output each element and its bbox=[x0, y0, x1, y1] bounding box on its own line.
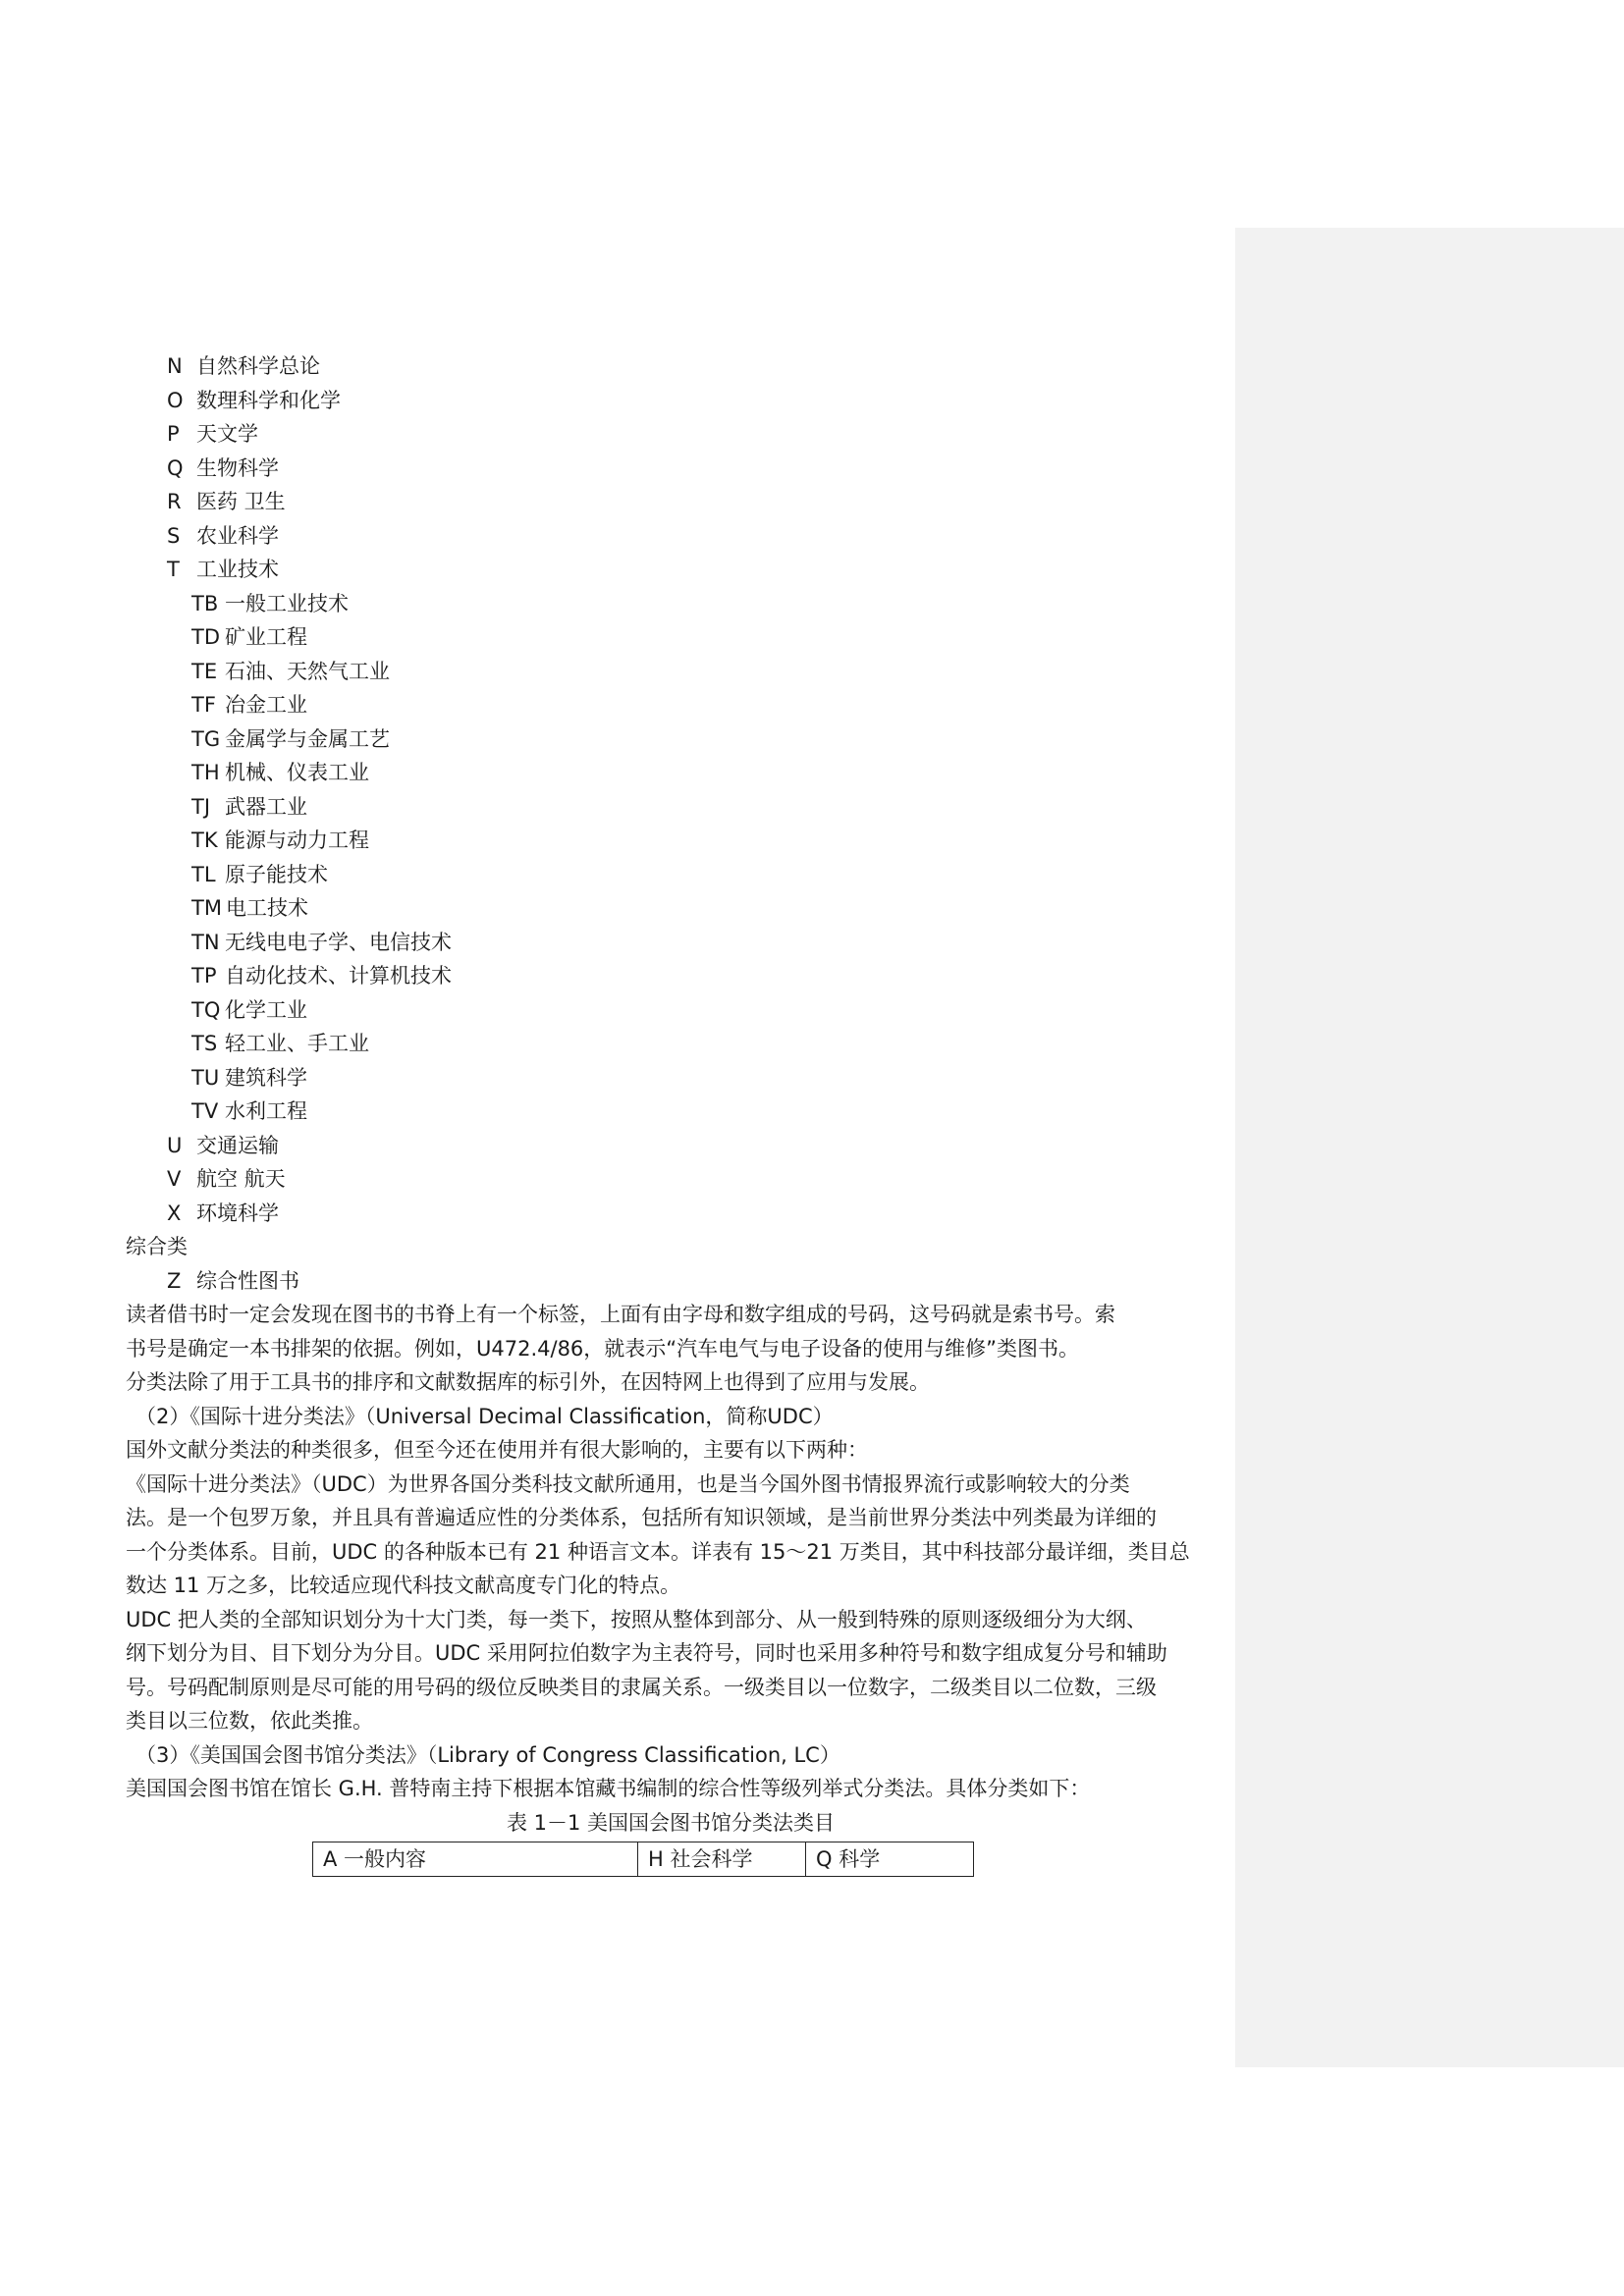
subclass-item: TK 能源与动力工程 bbox=[191, 828, 369, 852]
paragraph-foreign: 国外文献分类法的种类很多，但至今还在使用并有很大影响的，主要有以下两种： bbox=[126, 1438, 868, 1462]
table-cell: H 社会科学 bbox=[638, 1842, 806, 1877]
subclass-item: TB 一般工业技术 bbox=[191, 591, 349, 615]
paragraph-internet: 分类法除了用于工具书的排序和文献数据库的标引外，在因特网上也得到了应用与发展。 bbox=[126, 1370, 930, 1394]
class-item: T 工业技术 bbox=[167, 558, 279, 581]
subclass-item: TF 冶金工业 bbox=[191, 693, 307, 717]
table-cell: Q 科学 bbox=[806, 1842, 974, 1877]
class-item: N 自然科学总论 bbox=[167, 354, 320, 378]
class-item: O 数理科学和化学 bbox=[167, 388, 341, 412]
subclass-item: TM 电工技术 bbox=[191, 896, 308, 920]
class-item: R 医药 卫生 bbox=[167, 490, 286, 513]
subclass-item: TH 机械、仪表工业 bbox=[191, 761, 369, 784]
subclass-item: TV 水利工程 bbox=[191, 1099, 307, 1123]
paragraph-call-number: 读者借书时一定会发现在图书的书脊上有一个标签，上面有由字母和数字组成的号码，这号码就是索书号。索 书号是确定一本书排架的依据。例如，U472.4/86，就表示“汽车电气与电子设备的使用与维修”类图书。 bbox=[126, 1303, 1115, 1361]
subclass-item: TU 建筑科学 bbox=[191, 1065, 307, 1090]
class-item: Z 综合性图书 bbox=[167, 1268, 299, 1293]
subclass-item: TD 矿业工程 bbox=[191, 625, 307, 649]
paragraph-udc-intro: 《国际十进分类法》（UDC）为世界各国分类科技文献所通用，也是当今国外图书情报界流行或影响较大的分类 法。是一个包罗万象，并且具有普遍适应性的分类体系，包括所有知识领域，是当前世界分类法中列类最为详细的 一个分类体系。目前，UDC 的各种版本已有 21 种语言文本。详表有 15～21 万类目，其中科技部分最详细，类目总 数达 11 万之多，比较适应现代科技文献高度专门化的特点。 bbox=[126, 1471, 1190, 1597]
table-cell: A 一般内容 bbox=[313, 1842, 638, 1877]
class-item: P 天文学 bbox=[167, 422, 258, 446]
heading-udc: （2）《国际十进分类法》（Universal Decimal Classification，简称UDC） bbox=[135, 1404, 834, 1428]
subclass-item: TQ 化学工业 bbox=[191, 997, 307, 1022]
class-item: V 航空 航天 bbox=[167, 1167, 286, 1191]
lc-table bbox=[312, 1842, 974, 1878]
class-item: U 交通运输 bbox=[167, 1133, 279, 1157]
heading-lc: （3）《美国国会图书馆分类法》（Library of Congress Classification, LC） bbox=[135, 1742, 840, 1767]
subclass-item: TS 轻工业、手工业 bbox=[191, 1032, 369, 1055]
subclass-item: TJ 武器工业 bbox=[191, 794, 307, 819]
class-item: Q 生物科学 bbox=[167, 455, 279, 480]
class-item: X 环境科学 bbox=[167, 1201, 279, 1225]
subclass-item: TN 无线电电子学、电信技术 bbox=[191, 930, 452, 954]
table-row bbox=[313, 1842, 974, 1877]
document-body bbox=[126, 349, 1216, 1885]
table-caption: 表 1－1 美国国会图书馆分类法类目 bbox=[506, 1810, 836, 1835]
subclass-item: TL 原子能技术 bbox=[191, 862, 328, 886]
paragraph-udc-structure: UDC 把人类的全部知识划分为十大门类，每一类下，按照从整体到部分、从一般到特殊的原则逐级细分为大纲、 纲下划分为目、目下划分为分目。UDC 采用阿拉伯数字为主表符号，同时也采用多种符号和数字组成复分号和辅助 号。号码配制原则是尽可能的用号码的级位反映类目的隶属关系。一级类目以一位数字，二级类目以二位数，三级 类目以三位数，依此类推。 bbox=[126, 1607, 1167, 1733]
subclass-item: TP 自动化技术、计算机技术 bbox=[191, 964, 452, 988]
subclass-item: TG 金属学与金属工艺 bbox=[191, 726, 390, 751]
class-item: S 农业科学 bbox=[167, 523, 279, 548]
paragraph-lc: 美国国会图书馆在馆长 G.H. 普特南主持下根据本馆藏书编制的综合性等级列举式分类法。具体分类如下： bbox=[126, 1777, 1091, 1800]
comment-pane bbox=[1235, 228, 1624, 2067]
general-heading: 综合类 bbox=[126, 1235, 188, 1258]
subclass-item: TE 石油、天然气工业 bbox=[191, 659, 390, 683]
